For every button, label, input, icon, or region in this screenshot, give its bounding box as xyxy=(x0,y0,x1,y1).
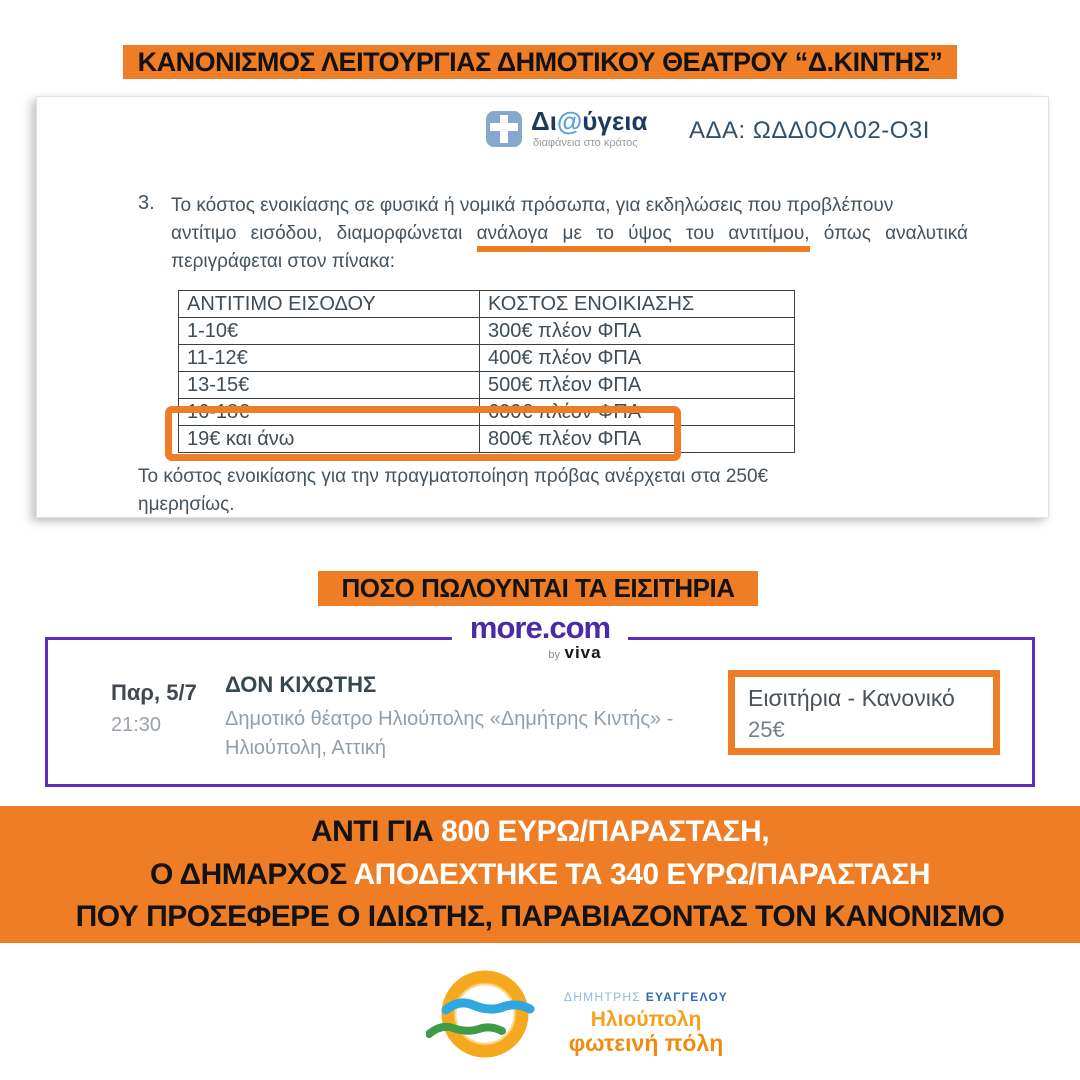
event-time: 21:30 xyxy=(111,714,162,736)
statement-line-2: Ο ΔΗΜΑΡΧΟΣ ΑΠΟΔΕΧΤΗΚΕ ΤΑ 340 ΕΥΡΩ/ΠΑΡΑΣΤΑΣΗ xyxy=(149,857,931,891)
tickets-price-text: ΠΟΣΟ ΠΩΛΟΥΝΤΑΙ ΤΑ ΕΙΣΙΤΗΡΙΑ xyxy=(341,573,735,603)
at-glyph: @ xyxy=(556,106,583,136)
top-headline-text: ΚΑΝΟΝΙΣΜΟΣ ΛΕΙΤΟΥΡΓΙΑΣ ΔΗΜΟΤΙΚΟΥ ΘΕΑΤΡΟΥ “Δ.ΚΙΝΤΗΣ” xyxy=(137,46,943,77)
table-row: 11-12€ 400€ πλέον ΦΠΑ xyxy=(179,345,795,372)
statement-banner xyxy=(0,806,1080,943)
diavgeia-logo xyxy=(486,107,647,149)
table-row: 13-15€ 500€ πλέον ΦΠΑ xyxy=(179,372,795,399)
statement-line-1: ΑΝΤΙ ΓΙΑ 800 ΕΥΡΩ/ΠΑΡΑΣΤΑΣΗ, xyxy=(310,814,770,848)
orange-underlined-phrase: ανάλογα με το ύψος του αντιτίμου, xyxy=(477,223,810,252)
diavgeia-wordmark: Δι@ύγεια xyxy=(531,106,648,136)
greek-state-cross-icon xyxy=(486,111,522,147)
author-name: ΔΗΜΗΤΡΗΣ ΕΥΑΓΓΕΛΟΥ xyxy=(563,990,729,1004)
event-title: ΔΟΝ ΚΙΧΩΤΗΣ xyxy=(225,672,377,697)
clause-number: 3. xyxy=(138,192,155,214)
table-header-row xyxy=(179,291,795,318)
sun-waves-icon xyxy=(426,962,544,1075)
event-venue-line2: Ηλιούπολη, Αττική xyxy=(225,737,387,759)
footer-logo xyxy=(0,958,1080,1073)
statement-line-3: ΠΟΥ ΠΡΟΣΕΦΕΡΕ Ο ΙΔΙΩΤΗΣ, ΠΑΡΑΒΙΑΖΟΝΤΑΣ ΤΟΝ ΚΑΝΟΝΙΣΜΟ xyxy=(75,900,1005,934)
rehearsal-note: Το κόστος ενοικίασης για την πραγματοποίηση πρόβας ανέρχεται στα 250€ ημερησίως. xyxy=(138,466,769,515)
clause-line-2: αντίτιμο εισόδου, διαμορφώνεται ανάλογα με το ύψος του αντιτίμου, όπως αναλυτικά xyxy=(171,220,968,248)
event-venue-line1: Δημοτικό θέατρο Ηλιούπολης «Δημήτρης Κιντής» - xyxy=(225,708,674,730)
table-row-highlighted: 19€ και άνω 800€ πλέον ΦΠΑ xyxy=(179,426,795,453)
table-row: 16-18€ 600€ πλέον ΦΠΑ xyxy=(179,399,795,426)
orange-highlight-frame xyxy=(165,406,681,461)
clause-paragraph xyxy=(171,192,968,276)
clause-line-1: Το κόστος ενοικίασης σε φυσικά ή νομικά πρόσωπα, για εκδηλώσεις που προβλέπουν xyxy=(171,195,894,216)
morecom-wordmark: more.com xyxy=(469,610,611,645)
tickets-price-banner xyxy=(318,571,758,606)
morecom-logo xyxy=(452,612,628,664)
clause-line-3: περιγράφεται στον πίνακα: xyxy=(171,251,396,272)
ticket-price-box xyxy=(728,670,1000,755)
top-headline-banner xyxy=(123,45,957,79)
ada-code: ΑΔΑ: ΩΔΔ0ΟΛ02-Ο3Ι xyxy=(689,117,930,144)
city-slogan: φωτεινή πόλη xyxy=(568,1030,724,1056)
by-viva-wordmark: by viva xyxy=(548,643,602,662)
table-row: 1-10€ 300€ πλέον ΦΠΑ xyxy=(179,318,795,345)
regulation-document xyxy=(36,96,1049,518)
diavgeia-tagline: διαφάνεια στο κράτος xyxy=(533,137,638,149)
event-date: Παρ, 5/7 xyxy=(111,680,197,705)
col-header-rental-cost: ΚΟΣΤΟΣ ΕΝΟΙΚΙΑΣΗΣ xyxy=(480,291,795,318)
ticket-price-value: 25€ xyxy=(748,717,785,742)
col-header-entry-fee: ΑΝΤΙΤΙΜΟ ΕΙΣΟΔΟΥ xyxy=(179,291,480,318)
city-name: Ηλιούπολη xyxy=(590,1008,702,1031)
ticket-type-label: Εισιτήρια - Κανονικό xyxy=(748,685,955,711)
